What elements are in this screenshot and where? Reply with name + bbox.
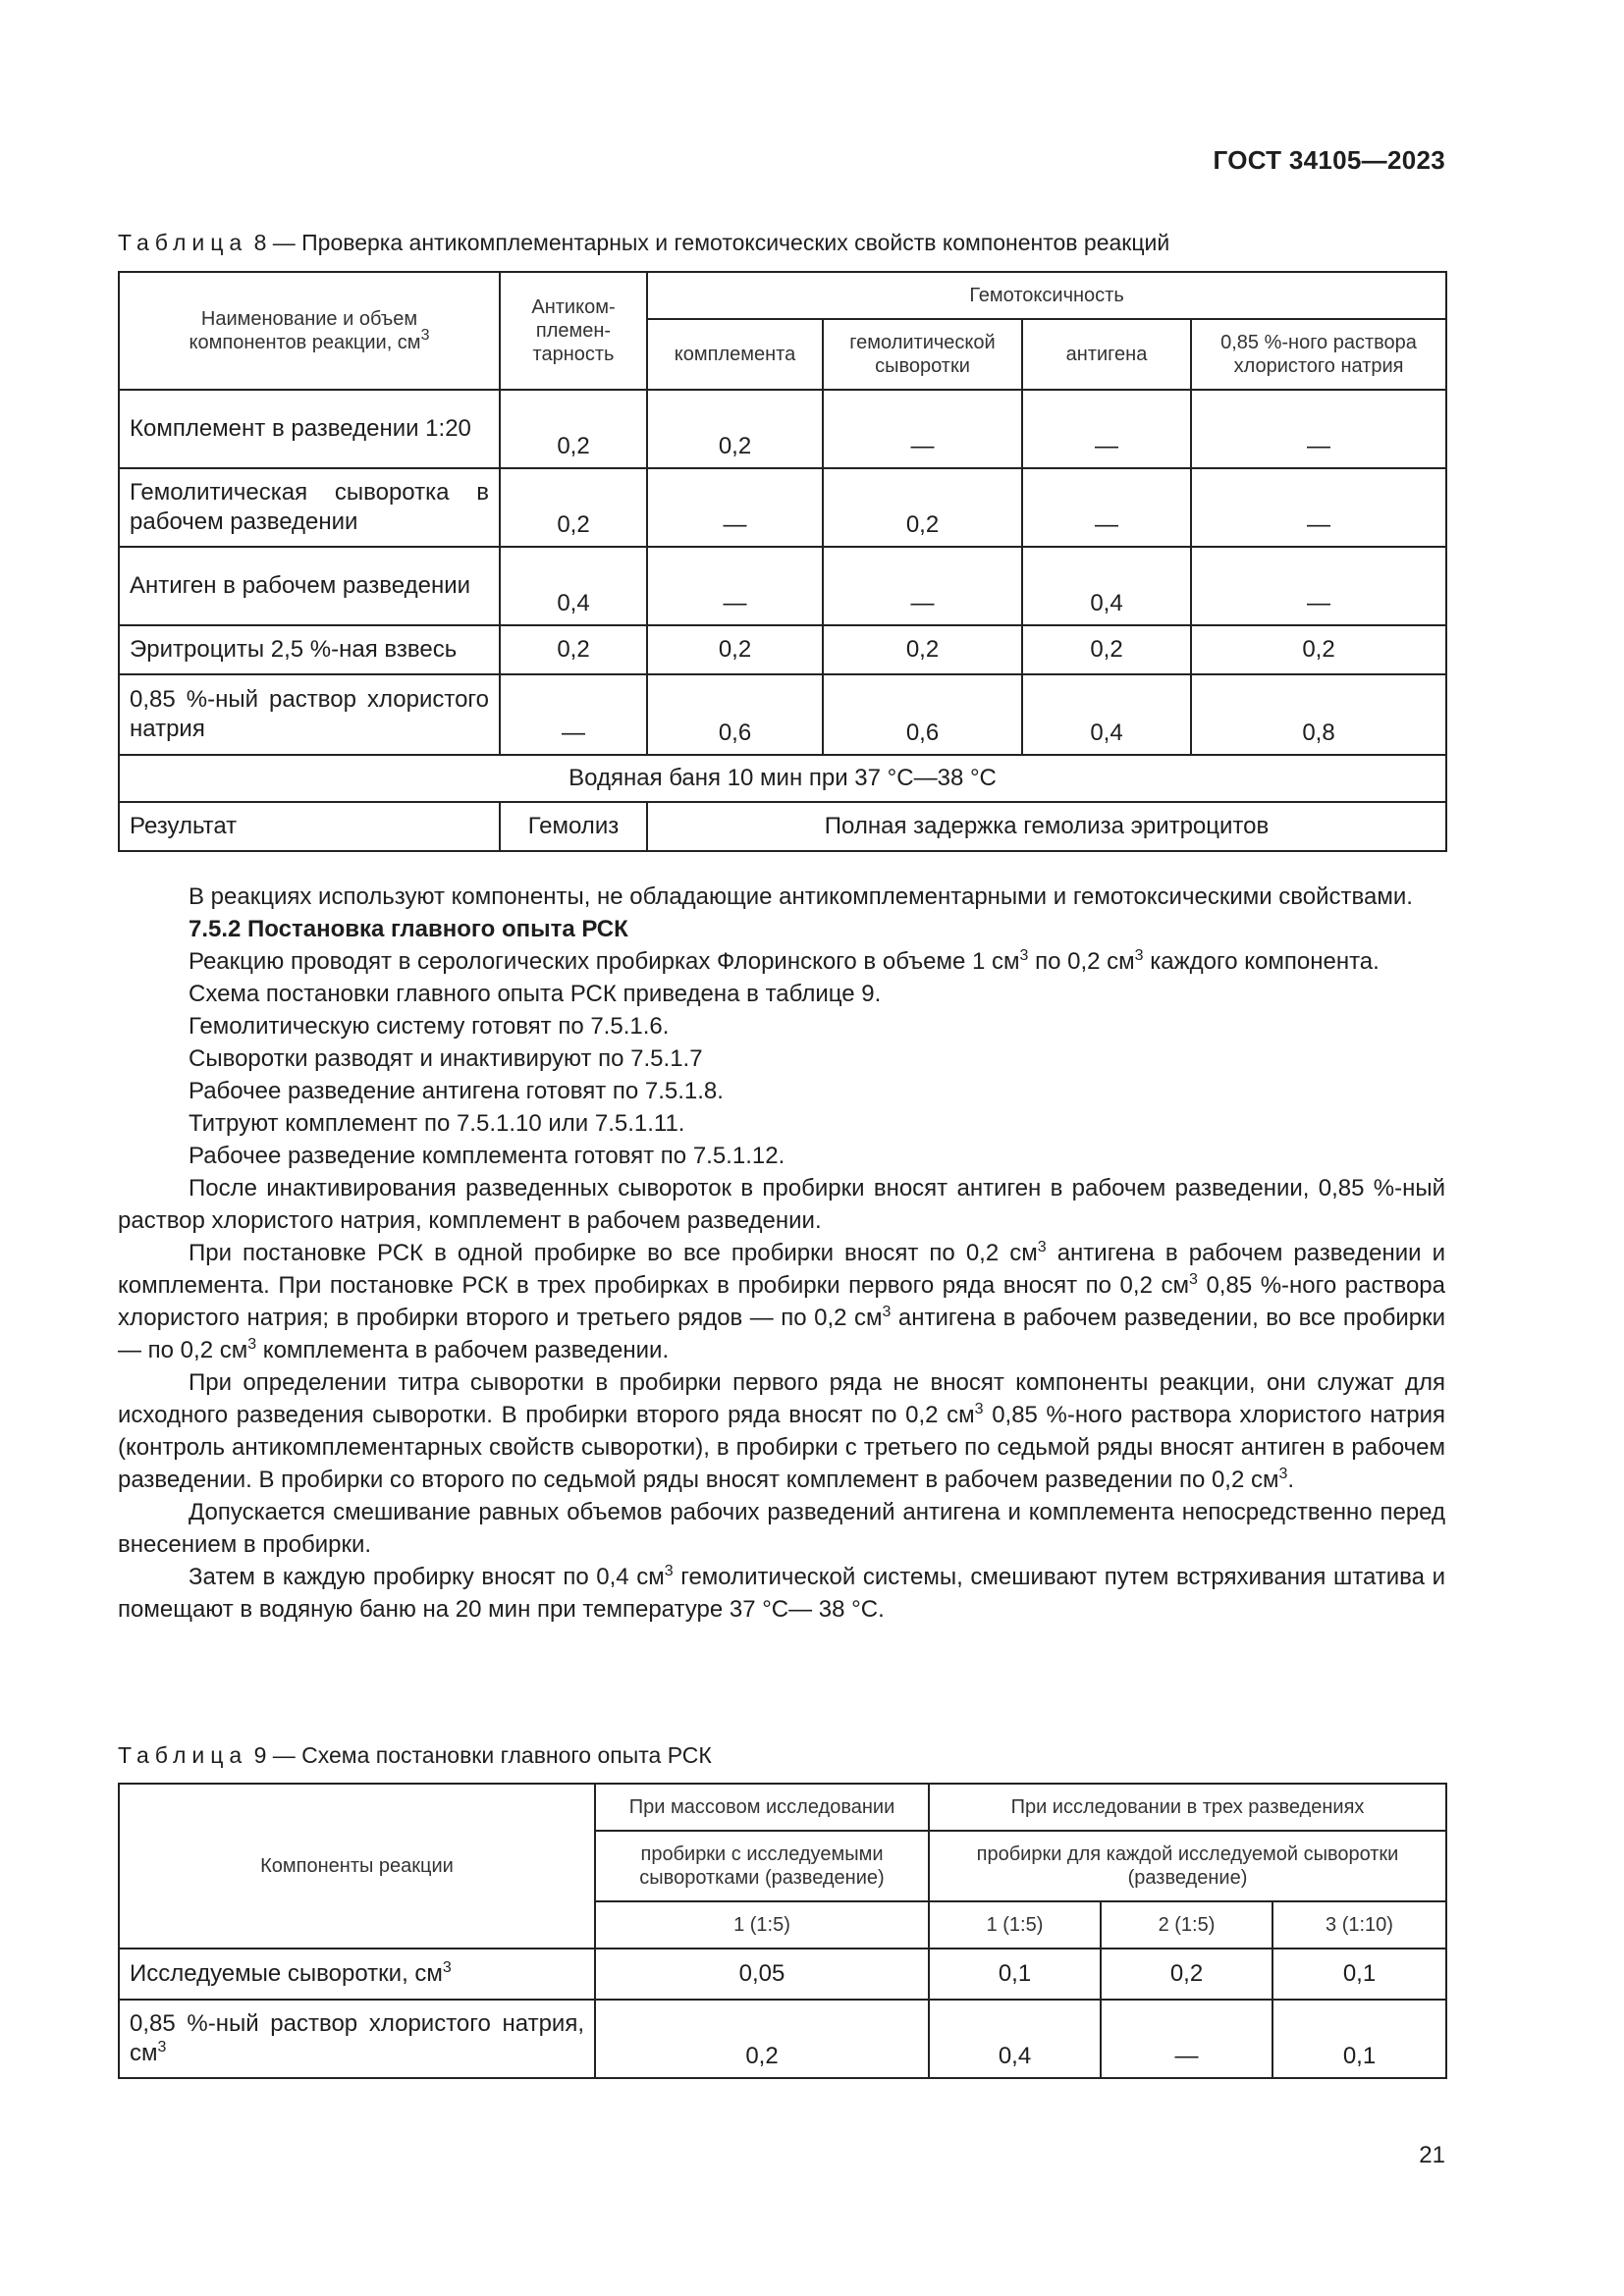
table9-cell: 0,4 (929, 2000, 1101, 2078)
table8-result-hemolysis: Гемолиз (500, 802, 647, 851)
table8-caption (118, 228, 1169, 257)
table8-cell: 0,4 (1022, 674, 1191, 755)
document-header: ГОСТ 34105—2023 (1213, 145, 1445, 175)
paragraph: Затем в каждую пробирку вносят по 0,4 $см^3$ гемолитической системы, смешивают путем встряхивания штатива и помещают в водяную баню на 20 мин при температуре 37 °С— 38 °С. (118, 1563, 1445, 1623)
table8-row (119, 674, 1446, 755)
table8-header-hemolytic-serum: гемолитической сыворотки (823, 319, 1022, 390)
table8-cell: 0,2 (500, 468, 647, 547)
table9-cell: 0,2 (595, 2000, 929, 2078)
table8-cell: 0,8 (1191, 674, 1446, 755)
table8-header-hemotoxicity: Гемотоксичность (647, 272, 1446, 319)
paragraph: При определении титра сыворотки в пробирки первого ряда не вносят компоненты реакции, они служат для исходного разведения сыворотки. В пробирки второго ряда вносят по 0,2 $см^3$ 0,85 %-ного раствора хлористого натрия (контроль антикомплементарных свойств сыворотки), в пробирки с третьего по седьмой ряды вносят антиген в рабочем разведении. В пробирки со второго по седьмой ряды вносят комплемент в рабочем разведении по 0,2 $см^3$. (118, 1369, 1445, 1493)
table9-cell: — (1101, 2000, 1272, 2078)
table8-cell: — (823, 547, 1022, 625)
table9 (118, 1783, 1447, 2079)
paragraph: В реакциях используют компоненты, не обладающие антикомплементарными и гемотоксическими свойствами. (189, 883, 1413, 910)
table9-header-components: Компоненты реакции (119, 1784, 595, 1949)
table8-cell: — (500, 674, 647, 755)
table8-row-name: Гемолитическая сыворотка в рабочем разведении (119, 468, 500, 547)
table9-caption-word: Таблица (118, 1742, 248, 1768)
table9-header-col: 3 (1:10) (1272, 1901, 1446, 1949)
table8 (118, 271, 1447, 852)
table9-cell: 0,1 (1272, 2000, 1446, 2078)
table9-row-name: Исследуемые сыворотки, $см^3$ (119, 1949, 595, 2000)
table8-cell: 0,2 (823, 625, 1022, 674)
table9-row (119, 1949, 1446, 2000)
table8-row-name: Антиген в рабочем разведении (119, 547, 500, 625)
table9-cell: 0,1 (929, 1949, 1101, 2000)
table8-result-label: Результат (119, 802, 500, 851)
paragraph: Схема постановки главного опыта РСК приведена в таблице 9. (189, 981, 882, 1007)
table8-row (119, 468, 1446, 547)
table8-header-antigen: антигена (1022, 319, 1191, 390)
table9-header-col: 2 (1:5) (1101, 1901, 1272, 1949)
table9-caption (118, 1740, 712, 1770)
table8-cell: — (1022, 390, 1191, 468)
table8-cell: 0,2 (823, 468, 1022, 547)
table8-caption-word: Таблица (118, 230, 248, 255)
table8-cell: — (823, 390, 1022, 468)
paragraph: Рабочее разведение антигена готовят по 7.5.1.8. (189, 1078, 724, 1104)
section-heading: 7.5.2 Постановка главного опыта РСК (189, 916, 628, 942)
table8-header-name: Наименование и объем компонентов реакции, $см^3$ (119, 272, 500, 390)
table8-row-name: 0,85 %-ный раствор хлористого натрия (119, 674, 500, 755)
table8-row-name: Комплемент в разведении 1:20 (119, 390, 500, 468)
table8-cell: — (647, 468, 823, 547)
table9-cell: 0,05 (595, 1949, 929, 2000)
table9-caption-text: 9 — Схема постановки главного опыта РСК (247, 1742, 712, 1768)
paragraph: После инактивирования разведенных сывороток в пробирки вносят антиген в рабочем разведении, 0,85 %-ный раствор хлористого натрия, комплемент в рабочем разведении. (118, 1175, 1445, 1234)
table8-header-anticomplementarity: Антиком- племен- тарность (500, 272, 647, 390)
table8-caption-text: 8 — Проверка антикомплементарных и гемотоксических свойств компонентов реакций (247, 230, 1170, 255)
paragraph: Рабочее разведение комплемента готовят по 7.5.1.12. (189, 1143, 785, 1169)
table8-cell: 0,2 (647, 390, 823, 468)
table9-header-three-dilutions: При исследовании в трех разведениях (929, 1784, 1446, 1831)
table9-row-name: 0,85 %-ный раствор хлористого натрия, $см^3$ (119, 2000, 595, 2078)
table8-cell: 0,2 (500, 390, 647, 468)
table8-cell: 0,4 (500, 547, 647, 625)
table9-header-col: 1 (1:5) (595, 1901, 929, 1949)
paragraph: Гемолитическую систему готовят по 7.5.1.6. (189, 1013, 670, 1040)
table8-cell: — (647, 547, 823, 625)
table8-cell: — (1191, 547, 1446, 625)
body-text (118, 881, 1445, 1626)
table8-cell: 0,6 (823, 674, 1022, 755)
table8-cell: 0,6 (647, 674, 823, 755)
table9-cell: 0,2 (1101, 1949, 1272, 2000)
table9-cell: 0,1 (1272, 1949, 1446, 2000)
table8-cell: — (1191, 468, 1446, 547)
paragraph: Реакцию проводят в серологических пробирках Флоринского в объеме 1 $см^3$ по 0,2 $см^3$ каждого компонента. (189, 947, 1380, 975)
paragraph: При постановке РСК в одной пробирке во все пробирки вносят по 0,2 $см^3$ антигена в рабочем разведении и комплемента. При постановке РСК в трех пробирках в пробирки первого ряда вносят по 0,2 $см^3$ 0,85 %-ного раствора хлористого натрия; в пробирки второго и третьего рядов — по 0,2 $см^3$ антигена в рабочем разведении, во все пробирки — по 0,2 $см^3$ комплемента в рабочем разведении. (118, 1239, 1446, 1363)
table8-header-nacl: 0,85 %-ного раствора хлористого натрия (1191, 319, 1446, 390)
paragraph: Титруют комплемент по 7.5.1.10 или 7.5.1.11. (189, 1110, 685, 1137)
table8-row (119, 390, 1446, 468)
table9-header-mass-sub: пробирки с исследуемыми сыворотками (разведение) (595, 1831, 929, 1901)
table8-cell: 0,4 (1022, 547, 1191, 625)
table8-row-name: Эритроциты 2,5 %-ная взвесь (119, 625, 500, 674)
table9-row (119, 2000, 1446, 2078)
paragraph: Допускается смешивание равных объемов рабочих разведений антигена и комплемента непосредственно перед внесением в пробирки. (118, 1499, 1445, 1558)
table8-header-complement: комплемента (647, 319, 823, 390)
table8-result-delay: Полная задержка гемолиза эритроцитов (647, 802, 1446, 851)
table8-cell: 0,2 (1022, 625, 1191, 674)
page-number: 21 (1419, 2142, 1445, 2168)
table8-row (119, 547, 1446, 625)
table8-cell: 0,2 (647, 625, 823, 674)
paragraph: Сыворотки разводят и инактивируют по 7.5.1.7 (189, 1045, 703, 1072)
table8-cell: — (1191, 390, 1446, 468)
table9-header-three-sub: пробирки для каждой исследуемой сыворотки (разведение) (929, 1831, 1446, 1901)
table8-cell: 0,2 (500, 625, 647, 674)
table9-header-col: 1 (1:5) (929, 1901, 1101, 1949)
table8-row (119, 625, 1446, 674)
table8-water-bath: Водяная баня 10 мин при 37 °С—38 °С (119, 755, 1446, 802)
table8-cell: — (1022, 468, 1191, 547)
table9-header-mass-study: При массовом исследовании (595, 1784, 929, 1831)
table8-cell: 0,2 (1191, 625, 1446, 674)
